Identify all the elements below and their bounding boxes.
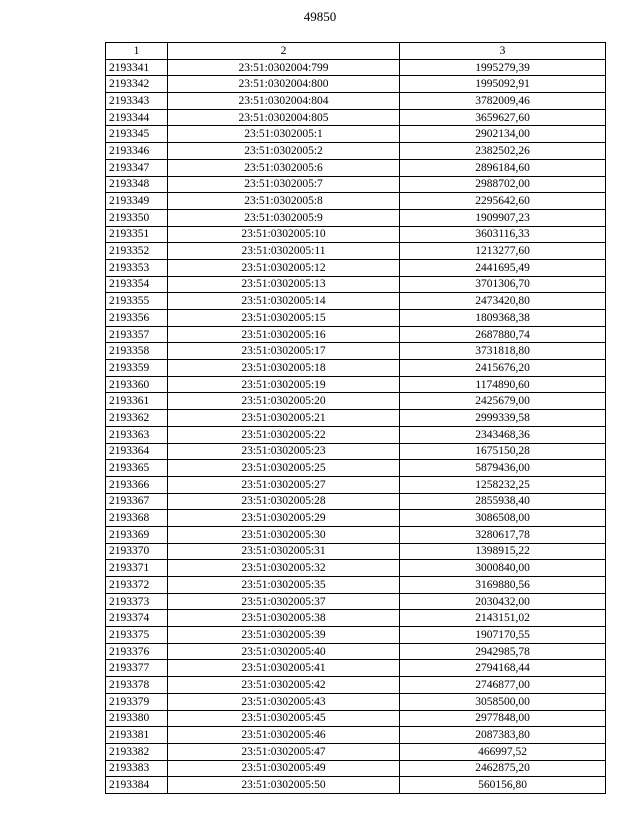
- cadastral-value-cell: 1809368,38: [400, 310, 606, 327]
- row-number-cell: 2193365: [106, 460, 168, 477]
- cadastral-number-cell: 23:51:0302005:16: [168, 326, 400, 343]
- row-number-cell: 2193377: [106, 660, 168, 677]
- table-row: [106, 310, 606, 327]
- table-row: [106, 109, 606, 126]
- cadastral-number-cell: 23:51:0302005:15: [168, 310, 400, 327]
- table-row: [106, 293, 606, 310]
- table-row: [106, 360, 606, 377]
- row-number-cell: 2193342: [106, 76, 168, 93]
- table-row: [106, 476, 606, 493]
- cadastral-number-cell: 23:51:0302004:799: [168, 59, 400, 76]
- table-row: [106, 93, 606, 110]
- cadastral-number-cell: 23:51:0302005:17: [168, 343, 400, 360]
- cadastral-value-cell: 2087383,80: [400, 727, 606, 744]
- cadastral-value-cell: 466997,52: [400, 743, 606, 760]
- cadastral-number-cell: 23:51:0302005:23: [168, 443, 400, 460]
- row-number-cell: 2193363: [106, 426, 168, 443]
- row-number-cell: 2193372: [106, 577, 168, 594]
- row-number-cell: 2193347: [106, 159, 168, 176]
- cadastral-value-cell: 3000840,00: [400, 560, 606, 577]
- table-row: [106, 176, 606, 193]
- row-number-cell: 2193381: [106, 727, 168, 744]
- cadastral-value-cell: 3659627,60: [400, 109, 606, 126]
- table-row: [106, 777, 606, 794]
- cadastral-value-cell: 1398915,22: [400, 543, 606, 560]
- row-number-cell: 2193360: [106, 376, 168, 393]
- cadastral-number-cell: 23:51:0302004:805: [168, 109, 400, 126]
- cadastral-value-cell: 2473420,80: [400, 293, 606, 310]
- table-row: [106, 226, 606, 243]
- cadastral-value-cell: 2295642,60: [400, 193, 606, 210]
- cadastral-number-cell: 23:51:0302005:21: [168, 410, 400, 427]
- cadastral-number-cell: 23:51:0302004:804: [168, 93, 400, 110]
- cadastral-value-cell: 2977848,00: [400, 710, 606, 727]
- row-number-cell: 2193380: [106, 710, 168, 727]
- cadastral-number-cell: 23:51:0302005:18: [168, 360, 400, 377]
- cadastral-number-cell: 23:51:0302005:41: [168, 660, 400, 677]
- row-number-cell: 2193383: [106, 760, 168, 777]
- cadastral-number-cell: 23:51:0302005:50: [168, 777, 400, 794]
- table-row: [106, 193, 606, 210]
- cadastral-value-cell: 3603116,33: [400, 226, 606, 243]
- cadastral-value-cell: 2143151,02: [400, 610, 606, 627]
- cadastral-value-cell: 2415676,20: [400, 360, 606, 377]
- row-number-cell: 2193382: [106, 743, 168, 760]
- table-row: [106, 593, 606, 610]
- cadastral-number-cell: 23:51:0302005:19: [168, 376, 400, 393]
- cadastral-number-cell: 23:51:0302005:43: [168, 693, 400, 710]
- row-number-cell: 2193356: [106, 310, 168, 327]
- row-number-cell: 2193358: [106, 343, 168, 360]
- cadastral-number-cell: 23:51:0302005:27: [168, 476, 400, 493]
- row-number-cell: 2193379: [106, 693, 168, 710]
- table-row: [106, 743, 606, 760]
- row-number-cell: 2193366: [106, 476, 168, 493]
- table-row: [106, 610, 606, 627]
- table-row: [106, 526, 606, 543]
- cadastral-number-cell: 23:51:0302005:39: [168, 627, 400, 644]
- table-row: [106, 560, 606, 577]
- cadastral-number-cell: 23:51:0302005:46: [168, 727, 400, 744]
- row-number-cell: 2193352: [106, 243, 168, 260]
- cadastral-number-cell: 23:51:0302005:1: [168, 126, 400, 143]
- cadastral-number-cell: 23:51:0302005:13: [168, 276, 400, 293]
- cadastral-value-cell: 3701306,70: [400, 276, 606, 293]
- cadastral-number-cell: 23:51:0302005:28: [168, 493, 400, 510]
- cadastral-number-cell: 23:51:0302005:31: [168, 543, 400, 560]
- cadastral-value-cell: 2942985,78: [400, 643, 606, 660]
- column-header-1: 1: [106, 43, 168, 60]
- row-number-cell: 2193346: [106, 143, 168, 160]
- cadastral-number-cell: 23:51:0302005:20: [168, 393, 400, 410]
- row-number-cell: 2193371: [106, 560, 168, 577]
- cadastral-value-cell: 1995279,39: [400, 59, 606, 76]
- cadastral-value-cell: 3058500,00: [400, 693, 606, 710]
- cadastral-number-cell: 23:51:0302005:42: [168, 677, 400, 694]
- row-number-cell: 2193351: [106, 226, 168, 243]
- table-row: [106, 376, 606, 393]
- cadastral-value-cell: 1909907,23: [400, 209, 606, 226]
- cadastral-value-cell: 2855938,40: [400, 493, 606, 510]
- row-number-cell: 2193376: [106, 643, 168, 660]
- row-number-cell: 2193348: [106, 176, 168, 193]
- table-row: [106, 643, 606, 660]
- row-number-cell: 2193354: [106, 276, 168, 293]
- table-row: [106, 410, 606, 427]
- cadastral-number-cell: 23:51:0302005:37: [168, 593, 400, 610]
- cadastral-number-cell: 23:51:0302005:47: [168, 743, 400, 760]
- table-row: [106, 243, 606, 260]
- column-header-2: 2: [168, 43, 400, 60]
- table-row: [106, 343, 606, 360]
- cadastral-number-cell: 23:51:0302005:22: [168, 426, 400, 443]
- table-row: [106, 426, 606, 443]
- table-header-row: [106, 43, 606, 60]
- cadastral-value-cell: 1258232,25: [400, 476, 606, 493]
- table-row: [106, 393, 606, 410]
- cadastral-number-cell: 23:51:0302005:6: [168, 159, 400, 176]
- cadastral-value-cell: 2999339,58: [400, 410, 606, 427]
- table-row: [106, 209, 606, 226]
- table-body: [106, 59, 606, 793]
- cadastral-number-cell: 23:51:0302005:30: [168, 526, 400, 543]
- row-number-cell: 2193359: [106, 360, 168, 377]
- row-number-cell: 2193345: [106, 126, 168, 143]
- cadastral-value-cell: 2425679,00: [400, 393, 606, 410]
- cadastral-number-cell: 23:51:0302005:10: [168, 226, 400, 243]
- table-row: [106, 59, 606, 76]
- cadastral-value-cell: 2030432,00: [400, 593, 606, 610]
- cadastral-value-cell: 3782009,46: [400, 93, 606, 110]
- row-number-cell: 2193355: [106, 293, 168, 310]
- table-row: [106, 710, 606, 727]
- row-number-cell: 2193364: [106, 443, 168, 460]
- cadastral-number-cell: 23:51:0302005:11: [168, 243, 400, 260]
- table-row: [106, 259, 606, 276]
- table-row: [106, 510, 606, 527]
- table-row: [106, 326, 606, 343]
- table-row: [106, 460, 606, 477]
- table-row: [106, 159, 606, 176]
- table-row: [106, 577, 606, 594]
- row-number-cell: 2193341: [106, 59, 168, 76]
- row-number-cell: 2193349: [106, 193, 168, 210]
- row-number-cell: 2193373: [106, 593, 168, 610]
- row-number-cell: 2193343: [106, 93, 168, 110]
- column-header-3: 3: [400, 43, 606, 60]
- row-number-cell: 2193384: [106, 777, 168, 794]
- cadastral-value-cell: 3086508,00: [400, 510, 606, 527]
- cadastral-number-cell: 23:51:0302005:7: [168, 176, 400, 193]
- cadastral-number-cell: 23:51:0302005:14: [168, 293, 400, 310]
- cadastral-value-cell: 1213277,60: [400, 243, 606, 260]
- table-row: [106, 660, 606, 677]
- cadastral-value-cell: 2687880,74: [400, 326, 606, 343]
- cadastral-value-cell: 3280617,78: [400, 526, 606, 543]
- table-row: [106, 443, 606, 460]
- cadastral-value-cell: 1675150,28: [400, 443, 606, 460]
- cadastral-number-cell: 23:51:0302005:35: [168, 577, 400, 594]
- cadastral-value-cell: 2896184,60: [400, 159, 606, 176]
- table-row: [106, 276, 606, 293]
- cadastral-value-table: [105, 42, 606, 794]
- cadastral-number-cell: 23:51:0302005:32: [168, 560, 400, 577]
- row-number-cell: 2193370: [106, 543, 168, 560]
- cadastral-value-cell: 5879436,00: [400, 460, 606, 477]
- cadastral-number-cell: 23:51:0302005:12: [168, 259, 400, 276]
- cadastral-value-cell: 2746877,00: [400, 677, 606, 694]
- row-number-cell: 2193344: [106, 109, 168, 126]
- cadastral-value-cell: 2462875,20: [400, 760, 606, 777]
- cadastral-value-cell: 1995092,91: [400, 76, 606, 93]
- cadastral-number-cell: 23:51:0302005:29: [168, 510, 400, 527]
- row-number-cell: 2193374: [106, 610, 168, 627]
- row-number-cell: 2193369: [106, 526, 168, 543]
- cadastral-number-cell: 23:51:0302005:2: [168, 143, 400, 160]
- cadastral-value-cell: 2382502,26: [400, 143, 606, 160]
- cadastral-value-cell: 3169880,56: [400, 577, 606, 594]
- cadastral-number-cell: 23:51:0302005:8: [168, 193, 400, 210]
- cadastral-number-cell: 23:51:0302005:45: [168, 710, 400, 727]
- row-number-cell: 2193361: [106, 393, 168, 410]
- cadastral-number-cell: 23:51:0302005:49: [168, 760, 400, 777]
- row-number-cell: 2193362: [106, 410, 168, 427]
- table-row: [106, 693, 606, 710]
- row-number-cell: 2193367: [106, 493, 168, 510]
- cadastral-number-cell: 23:51:0302005:9: [168, 209, 400, 226]
- cadastral-value-cell: 2988702,00: [400, 176, 606, 193]
- cadastral-value-cell: 2902134,00: [400, 126, 606, 143]
- row-number-cell: 2193357: [106, 326, 168, 343]
- cadastral-value-cell: 2441695,49: [400, 259, 606, 276]
- cadastral-number-cell: 23:51:0302004:800: [168, 76, 400, 93]
- table-row: [106, 627, 606, 644]
- cadastral-value-cell: 1174890,60: [400, 376, 606, 393]
- table-row: [106, 143, 606, 160]
- row-number-cell: 2193350: [106, 209, 168, 226]
- row-number-cell: 2193375: [106, 627, 168, 644]
- cadastral-value-cell: 3731818,80: [400, 343, 606, 360]
- cadastral-number-cell: 23:51:0302005:40: [168, 643, 400, 660]
- cadastral-number-cell: 23:51:0302005:25: [168, 460, 400, 477]
- table-row: [106, 727, 606, 744]
- cadastral-number-cell: 23:51:0302005:38: [168, 610, 400, 627]
- table-row: [106, 76, 606, 93]
- row-number-cell: 2193378: [106, 677, 168, 694]
- table-row: [106, 760, 606, 777]
- table-row: [106, 543, 606, 560]
- row-number-cell: 2193353: [106, 259, 168, 276]
- row-number-cell: 2193368: [106, 510, 168, 527]
- cadastral-value-cell: 560156,80: [400, 777, 606, 794]
- table-row: [106, 493, 606, 510]
- table-row: [106, 126, 606, 143]
- cadastral-value-cell: 2343468,36: [400, 426, 606, 443]
- cadastral-value-cell: 1907170,55: [400, 627, 606, 644]
- page-number: 49850: [303, 9, 337, 24]
- table-row: [106, 677, 606, 694]
- cadastral-value-cell: 2794168,44: [400, 660, 606, 677]
